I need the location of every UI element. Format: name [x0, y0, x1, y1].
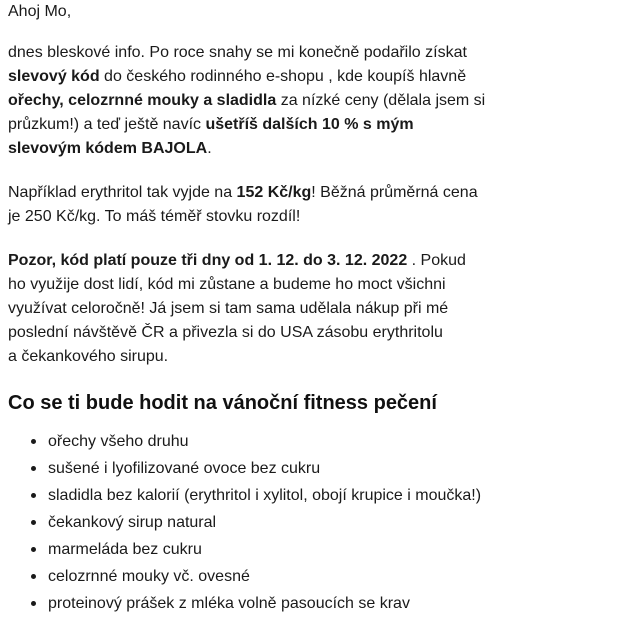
- validity-paragraph: [8, 249, 466, 369]
- text-span: je 250 Kč/kg. To máš téměř stovku rozdíl!: [8, 208, 301, 225]
- list-item: sladidla bez kalorií (erythritol i xylitol, obojí krupice i moučka!): [48, 482, 628, 509]
- text-span: dnes bleskové info. Po roce snahy se mi konečně podařilo získat: [8, 44, 467, 61]
- price-paragraph: [8, 181, 478, 229]
- text-span: poslední návštěvě ČR a přivezla si do USA zásobu erythritolu: [8, 324, 443, 341]
- list-item: čekankový sirup natural: [48, 509, 628, 536]
- bold-validity: Pozor, kód platí pouze tři dny od 1. 12. do 3. 12. 2022: [8, 252, 408, 269]
- text-span: využívat celoročně! Já jsem si tam sama udělala nákup při mé: [8, 300, 449, 317]
- section-heading: Co se ti bude hodit na vánoční fitness pečení: [8, 392, 437, 414]
- bold-discount-code: slevový kód: [8, 68, 100, 85]
- text-span: a čekankového sirupu.: [8, 348, 169, 365]
- list-item: ořechy všeho druhu: [48, 428, 628, 455]
- bold-savings: ušetříš dalších 10 % s mým: [205, 116, 414, 133]
- intro-paragraph: [8, 41, 485, 161]
- list-item: marmeláda bez cukru: [48, 536, 628, 563]
- greeting: Ahoj Mo,: [8, 3, 72, 20]
- text-span: Například erythritol tak vyjde na: [8, 184, 237, 201]
- text-span: . Pokud: [407, 252, 466, 269]
- text-span: .: [207, 140, 212, 157]
- bold-products: ořechy, celozrnné mouky a sladidla: [8, 92, 277, 109]
- text-span: ho využije dost lidí, kód mi zůstane a budeme ho moct všichni: [8, 276, 446, 293]
- text-span: do českého rodinného e-shopu , kde koupíš hlavně: [99, 68, 467, 85]
- list-item: proteinový prášek z mléka volně pasoucích se krav: [48, 590, 628, 617]
- text-span: ! Běžná průměrná cena: [311, 184, 478, 201]
- text-span: za nízké ceny (dělala jsem si: [276, 92, 486, 109]
- bold-code-name: slevovým kódem BAJOLA: [8, 140, 208, 157]
- list-item: sušené i lyofilizované ovoce bez cukru: [48, 455, 628, 482]
- bold-price: 152 Kč/kg: [236, 184, 312, 201]
- text-span: průzkum!) a teď ještě navíc: [8, 116, 206, 133]
- product-list: [8, 428, 628, 617]
- list-item: celozrnné mouky vč. ovesné: [48, 563, 628, 590]
